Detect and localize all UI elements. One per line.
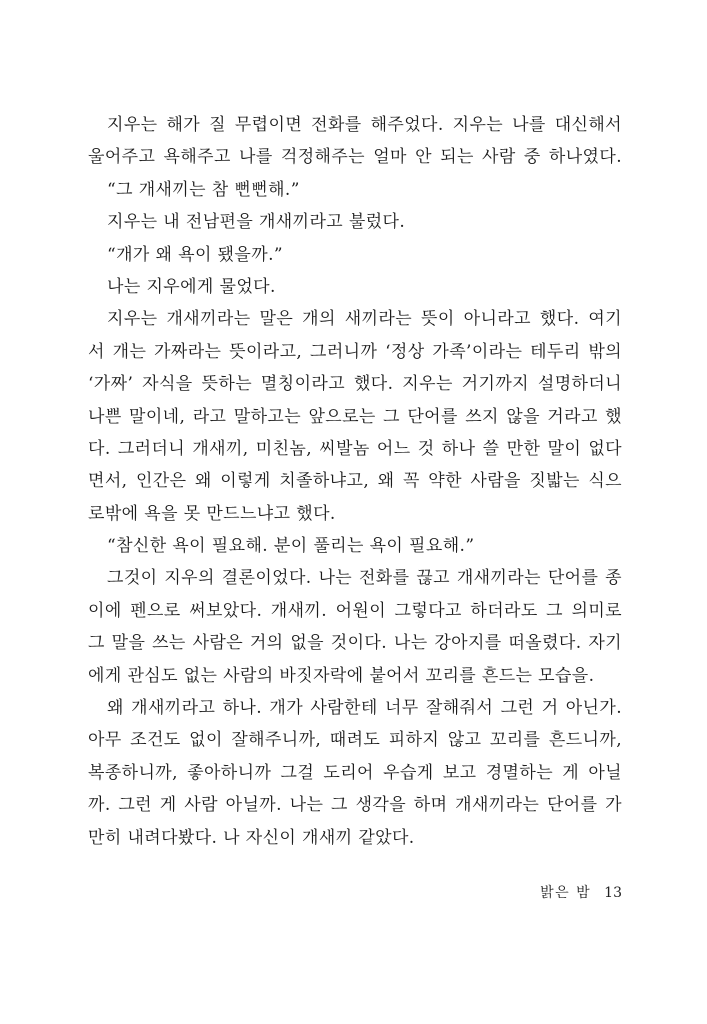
text-line: 복종하니까, 좋아하니까 그걸 도리어 우습게 보고 경멸하는 게 아닐 <box>88 762 622 783</box>
text-line: 이에 펜으로 써보았다. 개새끼. 어원이 그렇다고 하더라도 그 의미로 <box>88 600 622 621</box>
text-line: 나는 지우에게 물었다. <box>107 276 276 297</box>
text-line: 만히 내려다봤다. 나 자신이 개새끼 같았다. <box>88 827 415 848</box>
text-line: 서 개는 가짜라는 뜻이라고, 그러니까 ‘정상 가족’이라는 테두리 밖의 <box>88 341 622 362</box>
page-number: 13 <box>604 885 622 901</box>
text-line: 지우는 해가 질 무렵이면 전화를 해주었다. 지우는 나를 대신해서 <box>107 115 622 135</box>
book-title: 밝은 밤 <box>540 885 592 901</box>
text-line: 다. 그러더니 개새끼, 미친놈, 씨발놈 어느 것 하나 쓸 만한 말이 없다 <box>88 438 622 459</box>
text-line: 에게 관심도 없는 사람의 바짓자락에 붙어서 꼬리를 흔드는 모습을. <box>88 665 595 686</box>
text-line: 그것이 지우의 결론이었다. 나는 전화를 끊고 개새끼라는 단어를 종 <box>107 568 622 589</box>
text-line: 그 말을 쓰는 사람은 거의 없을 것이다. 나는 강아지를 떠올렸다. 자기 <box>88 633 622 654</box>
text-line: 울어주고 욕해주고 나를 걱정해주는 얼마 안 되는 사람 중 하나였다. <box>88 147 622 168</box>
text-line: 로밖에 욕을 못 만드느냐고 했다. <box>88 503 336 524</box>
text-line: ‘가짜’ 자식을 뜻하는 멸칭이라고 했다. 지우는 거기까지 설명하더니 <box>88 374 622 395</box>
text-line: 나쁜 말이네, 라고 말하고는 앞으로는 그 단어를 쓰지 않을 거라고 했 <box>88 406 622 427</box>
text-line: “그 개새끼는 참 뻔뻔해.” <box>107 179 300 200</box>
text-line: 까. 그런 게 사람 아닐까. 나는 그 생각을 하며 개새끼라는 단어를 가 <box>88 795 622 816</box>
text-line: 면서, 인간은 왜 이렇게 치졸하냐고, 왜 꼭 약한 사람을 짓밟는 식으 <box>88 471 622 492</box>
text-line: “개가 왜 욕이 됐을까.” <box>107 244 283 265</box>
text-line: 지우는 내 전남편을 개새끼라고 불렀다. <box>107 212 406 233</box>
text-line: 아무 조건도 없이 잘해주니까, 때려도 피하지 않고 꼬리를 흔드니까, <box>88 730 622 751</box>
body-text <box>88 109 622 854</box>
text-line: 지우는 개새끼라는 말은 개의 새끼라는 뜻이 아니라고 했다. 여기 <box>107 309 622 330</box>
page-footer <box>540 883 622 903</box>
text-line: 왜 개새끼라고 하나. 개가 사람한테 너무 잘해줘서 그런 거 아닌가. <box>107 698 622 719</box>
text-line: “참신한 욕이 필요해. 분이 풀리는 욕이 필요해.” <box>107 536 475 557</box>
